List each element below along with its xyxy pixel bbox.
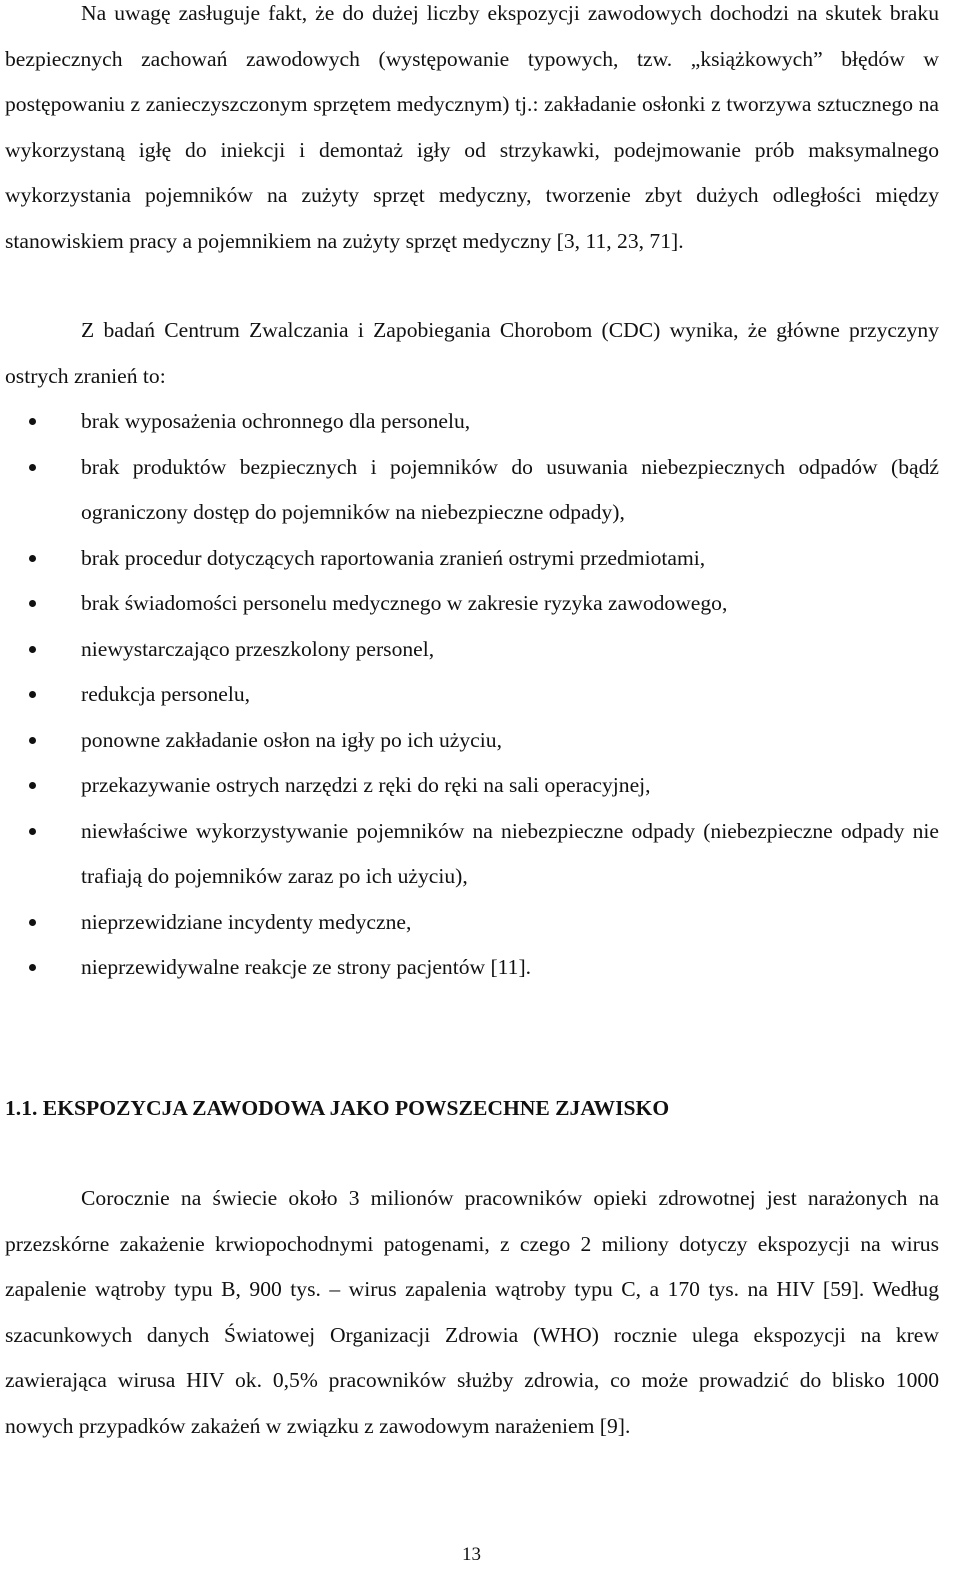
bullet-icon [29,555,36,562]
list-item: niewłaściwe wykorzystywanie pojemników na niebezpieczne odpady (niebezpieczne odpady nie trafiają do pojemników zaraz po ich użyciu), [0,809,939,900]
section-heading [5,1090,669,1126]
section-title: EKSPOZYCJA ZAWODOWA JAKO POWSZECHNE ZJAWISKO [42,1096,670,1120]
list-item: niewystarczająco przeszkolony personel, [0,627,939,673]
bullet-icon [29,600,36,607]
paragraph-unsafe-behaviours [5,0,939,264]
paragraph-text: Na uwagę zasługuje fakt, że do dużej liczby ekspozycji zawodowych dochodzi na skutek braku bezpiecznych zachowań zawodowych (występowanie typowych, tzw. „książkowych” błędów w postępowaniu z zanieczyszczonym sprzętem medycznym) tj.: zakładanie osłonki z tworzywa sztucznego na wykorzystaną igłę do iniekcji i demontaż igły od strzykawki, podejmowanie prób maksymalnego wykorzystania pojemników na zużyty sprzęt medyczny, tworzenie zbyt dużych odległości między stanowiskiem pracy a pojemnikiem na zużyty sprzęt medyczny [3, 11, 23, 71]. [5,1,939,253]
bullet-icon [29,418,36,425]
list-item: brak wyposażenia ochronnego dla personelu, [0,399,939,445]
paragraph-cdc-causes [5,308,939,399]
list-item: brak świadomości personelu medycznego w zakresie ryzyka zawodowego, [0,581,939,627]
paragraph-text: Z badań Centrum Zwalczania i Zapobiegania Chorobom (CDC) wynika, że główne przyczyny ostrych zranień to: [5,318,939,388]
list-item: redukcja personelu, [0,672,939,718]
list-item: nieprzewidywalne reakcje ze strony pacjentów [11]. [0,945,939,991]
page-number: 13 [462,1544,481,1565]
bullet-icon [29,828,36,835]
list-item: nieprzewidziane incydenty medyczne, [0,900,939,946]
bullet-icon [29,646,36,653]
list-item: brak procedur dotyczących raportowania zranień ostrymi przedmiotami, [0,536,939,582]
list-item: przekazywanie ostrych narzędzi z ręki do ręki na sali operacyjnej, [0,763,939,809]
bullet-icon [29,737,36,744]
bullet-icon [29,782,36,789]
list-item: brak produktów bezpiecznych i pojemników do usuwania niebezpiecznych odpadów (bądź ograniczony dostęp do pojemników na niebezpieczne odpady), [0,445,939,536]
bullet-icon [29,964,36,971]
section-number: 1.1. [5,1096,38,1120]
causes-list [0,399,960,991]
list-item: ponowne zakładanie osłon na igły po ich użyciu, [0,718,939,764]
paragraph-exposure-stats [5,1176,939,1449]
bullet-icon [29,464,36,471]
bullet-icon [29,919,36,926]
paragraph-text: Corocznie na świecie około 3 milionów pracowników opieki zdrowotnej jest narażonych na przezskórne zakażenie krwiopochodnymi patogenami, z czego 2 miliony dotyczy ekspozycji na wirus zapalenie wątroby typu B, 900 tys. – wirus zapalenia wątroby typu C, a 170 tys. na HIV [59]. Według szacunkowych danych Światowej Organizacji Zdrowia (WHO) rocznie ulega ekspozycji na krew zawierająca wirusa HIV ok. 0,5% pracowników służby zdrowia, co może prowadzić do blisko 1000 nowych przypadków zakażeń w związku z zawodowym narażeniem [9]. [5,1186,939,1438]
bullet-icon [29,691,36,698]
